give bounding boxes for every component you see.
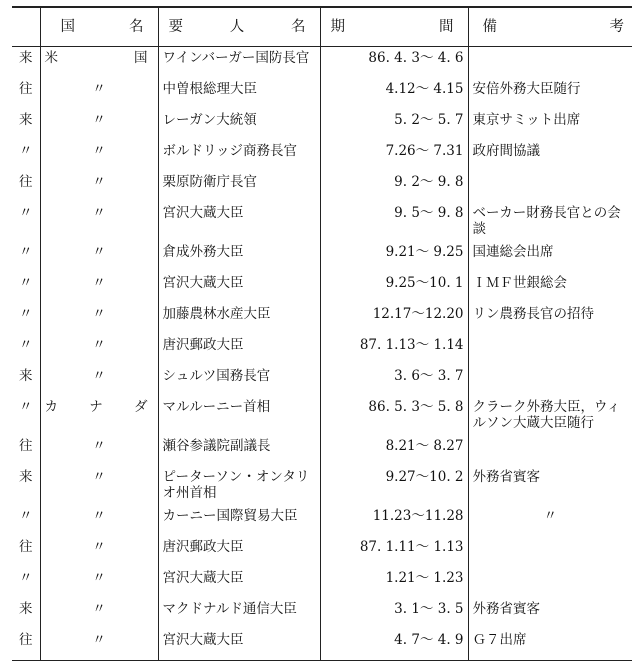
period-cell: 87. 1.13～ 1.14 (320, 334, 468, 365)
official-name-cell: ピーターソン・オンタリオ州首相 (158, 466, 320, 505)
country-cell (40, 598, 158, 629)
country-ditto-mark: 〃 (92, 174, 106, 190)
country-cell (40, 47, 158, 79)
table-row (12, 241, 632, 272)
table-row (12, 505, 632, 536)
country-cell (40, 505, 158, 536)
header-period-char: 間 (439, 19, 454, 35)
official-name-cell: 唐沢郵政大臣 (158, 334, 320, 365)
official-name-cell: 宮沢大蔵大臣 (158, 567, 320, 598)
direction-cell: 往 (19, 174, 33, 190)
direction-cell: 来 (19, 601, 33, 617)
table-row (12, 435, 632, 466)
country-ditto-mark: 〃 (92, 143, 106, 159)
table-row (12, 334, 632, 365)
direction-cell: 往 (19, 81, 33, 97)
header-name (158, 7, 320, 47)
note-cell: Ｇ７出席 (468, 629, 632, 661)
table-row (12, 365, 632, 396)
direction-cell: 〃 (19, 244, 33, 260)
direction-cell: 〃 (19, 399, 33, 415)
country-cell (40, 365, 158, 396)
country-cell (40, 272, 158, 303)
table-body (12, 47, 632, 661)
official-name-cell: ワインバーガー国防長官 (158, 47, 320, 79)
country-cell (40, 202, 158, 241)
note-cell (468, 47, 632, 79)
visits-table (12, 6, 632, 661)
country-ditto-mark: 〃 (92, 438, 106, 454)
country-cell (40, 303, 158, 334)
period-cell: 7.26～ 7.31 (320, 140, 468, 171)
country-cell (40, 396, 158, 435)
table-row (12, 78, 632, 109)
period-cell: 4.12～ 4.15 (320, 78, 468, 109)
official-name-cell: 宮沢大蔵大臣 (158, 629, 320, 661)
header-country-char: 国 (60, 19, 75, 35)
country-char: ナ (89, 399, 103, 415)
table-row (12, 171, 632, 202)
table-row (12, 109, 632, 140)
table-row (12, 598, 632, 629)
note-cell: 政府間協議 (468, 140, 632, 171)
country-cell (40, 171, 158, 202)
direction-cell: 〃 (19, 570, 33, 586)
period-cell: 9.25～10. 1 (320, 272, 468, 303)
official-name-cell: 栗原防衛庁長官 (158, 171, 320, 202)
table-row (12, 202, 632, 241)
country-char: ダ (134, 399, 148, 415)
period-cell: 9.21～ 9.25 (320, 241, 468, 272)
note-cell: 安倍外務大臣随行 (468, 78, 632, 109)
table-row (12, 466, 632, 505)
official-name-cell: ボルドリッジ商務長官 (158, 140, 320, 171)
period-cell: 3. 6～ 3. 7 (320, 365, 468, 396)
period-cell: 9. 2～ 9. 8 (320, 171, 468, 202)
country-ditto-mark: 〃 (92, 469, 106, 485)
country-cell (40, 567, 158, 598)
country-ditto-mark: 〃 (92, 275, 106, 291)
period-cell: 4. 7～ 4. 9 (320, 629, 468, 661)
period-cell: 5. 2～ 5. 7 (320, 109, 468, 140)
official-name-cell: シュルツ国務長官 (158, 365, 320, 396)
direction-cell: 〃 (19, 143, 33, 159)
period-cell: 87. 1.11～ 1.13 (320, 536, 468, 567)
direction-cell: 往 (12, 629, 40, 661)
country-ditto-mark: 〃 (92, 306, 106, 322)
note-cell (468, 567, 632, 598)
table-row (12, 272, 632, 303)
official-name-cell: レーガン大統領 (158, 109, 320, 140)
note-cell: クラーク外務大臣，ウィルソン大蔵大臣随行 (468, 396, 632, 435)
period-cell: 12.17～12.20 (320, 303, 468, 334)
note-cell (468, 334, 632, 365)
note-cell: ベーカー財務長官との会談 (468, 202, 632, 241)
note-cell (468, 171, 632, 202)
country-cell (40, 78, 158, 109)
note-cell (468, 536, 632, 567)
direction-cell: 〃 (19, 508, 33, 524)
country-ditto-mark: 〃 (92, 81, 106, 97)
country-ditto-mark: 〃 (92, 112, 106, 128)
period-cell: 11.23～11.28 (320, 505, 468, 536)
country-cell (40, 536, 158, 567)
period-cell: 9. 5～ 9. 8 (320, 202, 468, 241)
country-cell (40, 466, 158, 505)
note-cell: 国連総会出席 (468, 241, 632, 272)
official-name-cell: 加藤農林水産大臣 (158, 303, 320, 334)
direction-cell: 来 (19, 368, 33, 384)
country-ditto-mark: 〃 (92, 508, 106, 524)
note-cell: 外務省賓客 (468, 466, 632, 505)
table-row (12, 536, 632, 567)
period-cell: 8.21～ 8.27 (320, 435, 468, 466)
header-country-char: 名 (129, 19, 144, 35)
table-row (12, 47, 632, 79)
period-cell: 86. 4. 3～ 4. 6 (320, 47, 468, 79)
country-char: カ (44, 399, 58, 415)
country-cell (40, 109, 158, 140)
country-ditto-mark: 〃 (92, 244, 106, 260)
official-name-cell: 唐沢郵政大臣 (158, 536, 320, 567)
official-name-cell: 宮沢大蔵大臣 (158, 272, 320, 303)
country-cell (40, 629, 158, 661)
direction-cell: 往 (19, 539, 33, 555)
table-header-row (12, 7, 632, 47)
header-name-char: 名 (291, 19, 306, 35)
official-name-cell: 宮沢大蔵大臣 (158, 202, 320, 241)
country-ditto-mark: 〃 (92, 601, 106, 617)
note-cell (468, 365, 632, 396)
country-cell (40, 334, 158, 365)
table-row (12, 567, 632, 598)
note-cell (468, 435, 632, 466)
country-cell (40, 140, 158, 171)
country-ditto-mark: 〃 (92, 632, 106, 648)
header-note-char: 備 (482, 19, 497, 35)
note-cell: 〃 (468, 505, 632, 536)
country-ditto-mark: 〃 (92, 337, 106, 353)
header-period-char: 期 (330, 19, 345, 35)
country-ditto-mark: 〃 (92, 205, 106, 221)
official-name-cell: 瀬谷参議院副議長 (158, 435, 320, 466)
country-ditto-mark: 〃 (92, 368, 106, 384)
table-row (12, 396, 632, 435)
country-ditto-mark: 〃 (92, 570, 106, 586)
direction-cell: 〃 (19, 275, 33, 291)
country-char: 米 (44, 50, 58, 66)
table-row (12, 629, 632, 661)
header-direction (12, 7, 40, 47)
official-name-cell: 倉成外務大臣 (158, 241, 320, 272)
country-char: 国 (134, 50, 148, 66)
official-name-cell: マクドナルド通信大臣 (158, 598, 320, 629)
header-note-char: 考 (609, 19, 624, 35)
direction-cell: 来 (19, 112, 33, 128)
note-cell: 東京サミット出席 (468, 109, 632, 140)
country-cell (40, 435, 158, 466)
header-note (468, 7, 632, 47)
note-cell: 外務省賓客 (468, 598, 632, 629)
direction-cell: 〃 (19, 306, 33, 322)
official-name-cell: マルルーニー首相 (158, 396, 320, 435)
note-cell: リン農務長官の招待 (468, 303, 632, 334)
official-name-cell: 中曽根総理大臣 (158, 78, 320, 109)
official-name-cell: カーニー国際貿易大臣 (158, 505, 320, 536)
header-period (320, 7, 468, 47)
header-country (40, 7, 158, 47)
table-row (12, 303, 632, 334)
direction-cell: 来 (19, 469, 33, 485)
direction-cell: 往 (19, 438, 33, 454)
period-cell: 9.27～10. 2 (320, 466, 468, 505)
table-row (12, 140, 632, 171)
direction-cell: 〃 (19, 205, 33, 221)
direction-cell: 来 (19, 50, 33, 66)
note-cell: ＩＭＦ世銀総会 (468, 272, 632, 303)
period-cell: 3. 1～ 3. 5 (320, 598, 468, 629)
header-name-char: 人 (229, 19, 245, 35)
country-ditto-mark: 〃 (92, 539, 106, 555)
period-cell: 86. 5. 3～ 5. 8 (320, 396, 468, 435)
period-cell: 1.21～ 1.23 (320, 567, 468, 598)
country-cell (40, 241, 158, 272)
header-name-char: 要 (168, 19, 183, 35)
direction-cell: 〃 (19, 337, 33, 353)
